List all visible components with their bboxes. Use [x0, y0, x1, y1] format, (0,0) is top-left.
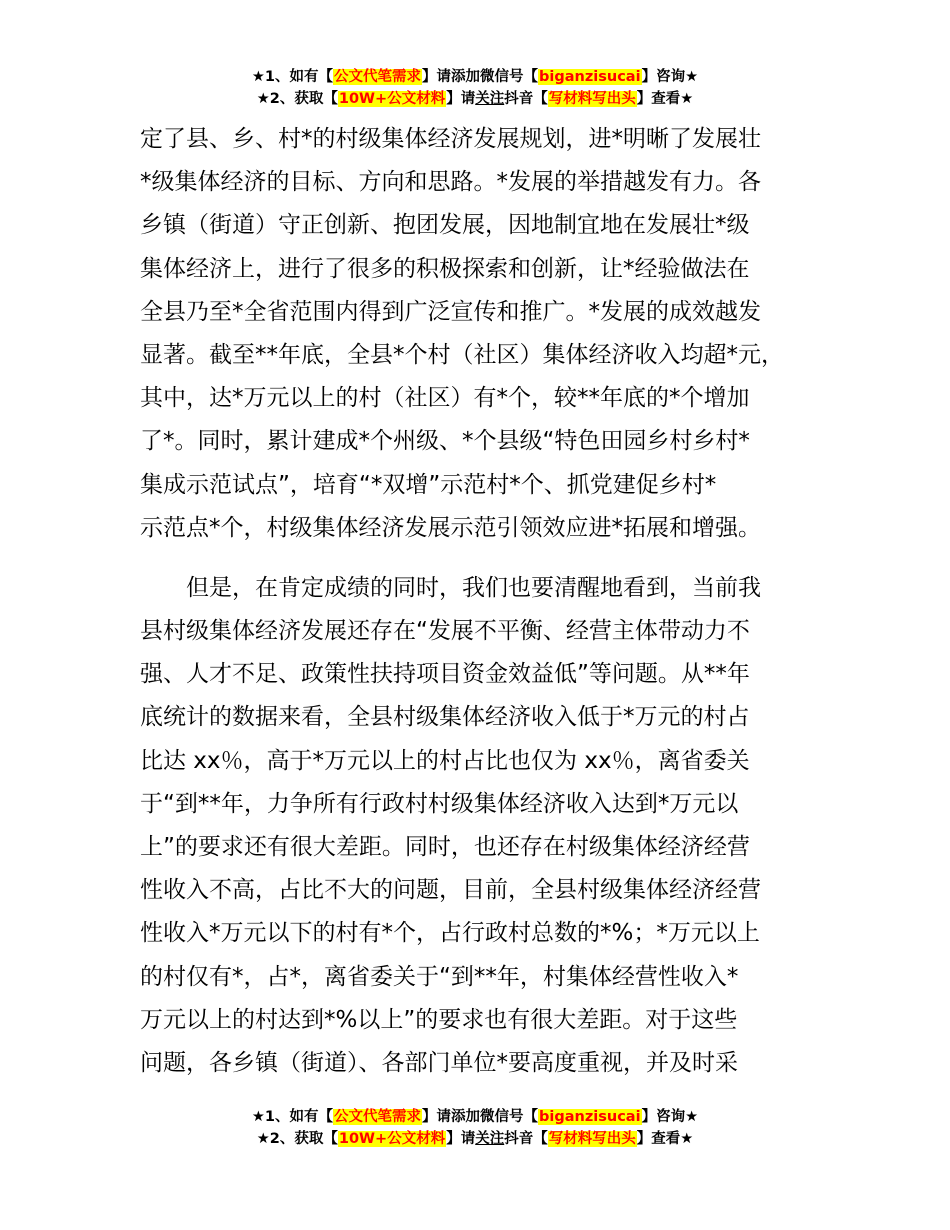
banner-highlight: biganzisucai	[539, 69, 641, 85]
banner-highlight: 10W+公文材料	[338, 91, 446, 107]
paragraph-2	[140, 567, 816, 1085]
text-line: 了*。同时，累计建成*个州级、*个县级“特色田园乡村乡村*	[140, 428, 750, 455]
banner-highlight: biganzisucai	[539, 1109, 641, 1125]
paragraph-1	[140, 118, 816, 550]
banner-line-2	[0, 88, 950, 110]
paragraph-gap	[140, 550, 816, 567]
text-line: 万元以上的村达到*%以上”的要求也有很大差距。对于这些	[140, 1006, 738, 1033]
text-line: 集成示范试点”，培育“*双增”示范村*个、抓党建促乡村*	[140, 471, 717, 498]
banner-text: 】请	[446, 1131, 476, 1147]
text-line: 全县乃至*全省范围内得到广泛宣传和推广。*发展的成效越发	[140, 298, 761, 325]
text-line: 性收入不高，占比不大的问题，目前，全县村级集体经济经营	[140, 877, 761, 904]
text-line: 强、人才不足、政策性扶持项目资金效益低”等问题。从**年	[140, 661, 750, 688]
text-line: 的村仅有*，占*，离省委关于“到**年，村集体经营性收入*	[140, 963, 739, 990]
text-line: 于“到**年，力争所有行政村村级集体经济收入达到*万元以	[140, 790, 739, 817]
banner-text: ★1、如有【	[251, 69, 334, 85]
banner-text: 】咨询★	[641, 1109, 699, 1125]
text-line: 其中，达*万元以上的村（社区）有*个，较**年底的*个增加	[140, 385, 750, 412]
banner-highlight: 公文代笔需求	[334, 1109, 422, 1125]
document-body	[140, 118, 816, 1085]
banner-highlight: 公文代笔需求	[334, 69, 422, 85]
banner-line-1	[0, 66, 950, 88]
text-line: 定了县、乡、村*的村级集体经济发展规划，进*明晰了发展壮	[140, 126, 761, 152]
banner-text: 】查看★	[636, 91, 694, 107]
banner-line-1	[0, 1106, 950, 1128]
text-line: 上”的要求还有很大差距。同时，也还存在村级集体经济经营	[140, 834, 750, 860]
text-line: 性收入*万元以下的村有*个，占行政村总数的*%；*万元以上	[140, 920, 760, 947]
banner-text: 】查看★	[636, 1131, 694, 1147]
banner-text: 抖音【	[504, 1131, 548, 1147]
banner-text: ★1、如有【	[251, 1109, 334, 1125]
banner-text: 抖音【	[504, 91, 548, 107]
banner-text: 】请添加微信号【	[422, 69, 539, 85]
text-line: 但是，在肯定成绩的同时，我们也要清醒地看到，当前我	[186, 574, 761, 601]
banner-text: 】请添加微信号【	[422, 1109, 539, 1125]
text-line: 示范点*个，村级集体经济发展示范引领效应进*拓展和增强。	[140, 514, 761, 541]
banner-text: ★2、获取【	[256, 91, 338, 107]
text-line: 显著。截至**年底，全县*个村（社区）集体经济收入均超*元，	[140, 341, 784, 368]
banner-highlight: 10W+公文材料	[338, 1131, 446, 1147]
text-line: 乡镇（街道）守正创新、抱团发展，因地制宜地在发展壮*级	[140, 212, 750, 239]
text-line: 县村级集体经济发展还存在“发展不平衡、经营主体带动力不	[140, 618, 750, 645]
footer-banner	[0, 1106, 950, 1150]
banner-underlined-text: 关注	[475, 91, 505, 107]
banner-line-2	[0, 1128, 950, 1150]
banner-highlight: 写材料写出头	[548, 91, 636, 107]
header-banner	[0, 66, 950, 110]
banner-highlight: 写材料写出头	[548, 1131, 636, 1147]
banner-text: 】请	[446, 91, 476, 107]
text-line: 集体经济上，进行了很多的积极探索和创新，让*经验做法在	[140, 255, 750, 282]
banner-text: ★2、获取【	[256, 1131, 338, 1147]
text-line: 问题，各乡镇（街道）、各部门单位*要高度重视，并及时采	[140, 1049, 738, 1076]
text-line: 底统计的数据来看，全县村级集体经济收入低于*万元的村占	[140, 704, 750, 731]
banner-text: 】咨询★	[641, 69, 699, 85]
banner-underlined-text: 关注	[475, 1131, 505, 1147]
text-line: *级集体经济的目标、方向和思路。*发展的举措越发有力。各	[140, 169, 761, 196]
text-line: 比达 xx％，高于*万元以上的村占比也仅为 xx％，离省委关	[140, 747, 750, 774]
